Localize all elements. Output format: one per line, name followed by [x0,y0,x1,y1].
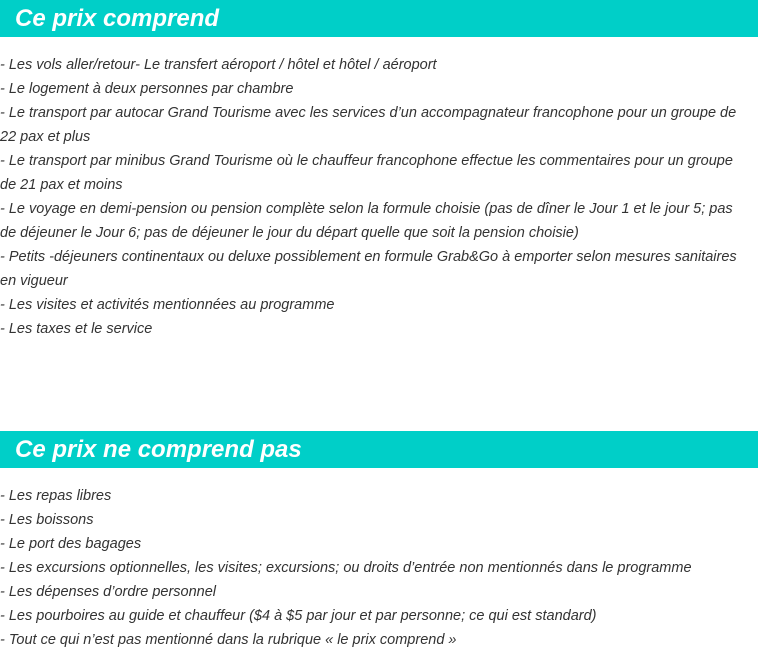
excludes-list [0,484,750,652]
excludes-item: - Les boissons [0,512,94,528]
includes-item: - Les vols aller/retour- Le transfert aéroport / hôtel et hôtel / aéroport [0,57,437,73]
includes-item: - Petits -déjeuners continentaux ou deluxe possiblement en formule Grab&Go à emporter selon mesures sanitaires en vigueur [0,249,737,289]
excludes-item: - Tout ce qui n’est pas mentionné dans la rubrique « le prix comprend » [0,632,457,648]
excludes-section-title: Ce prix ne comprend pas [0,431,758,468]
excludes-item: - Les repas libres [0,488,112,504]
includes-item: - Les taxes et le service [0,321,153,337]
includes-item: - Le voyage en demi-pension ou pension complète selon la formule choisie (pas de dîner le Jour 1 et le jour 5; pas de déjeuner le Jour 6; pas de déjeuner le jour du départ quelle que soit la pension choisie) [0,201,733,241]
includes-item: - Le transport par minibus Grand Tourisme où le chauffeur francophone effectue les commentaires pour un groupe de 21 pax et moins [0,153,733,193]
includes-item: - Les visites et activités mentionnées au programme [0,297,335,313]
excludes-item: - Les dépenses d’ordre personnel [0,584,217,600]
excludes-item: - Le port des bagages [0,536,142,552]
includes-item: - Le logement à deux personnes par chambre [0,81,294,97]
excludes-item: - Les excursions optionnelles, les visites; excursions; ou droits d’entrée non mentionnés dans le programme [0,560,692,576]
includes-item: - Le transport par autocar Grand Tourisme avec les services d’un accompagnateur francophone pour un groupe de 22 pax et plus [0,105,737,145]
excludes-item: - Les pourboires au guide et chauffeur ($4 à $5 par jour et par personne; ce qui est standard) [0,608,597,624]
includes-list [0,53,750,341]
includes-section-title: Ce prix comprend [0,0,758,37]
